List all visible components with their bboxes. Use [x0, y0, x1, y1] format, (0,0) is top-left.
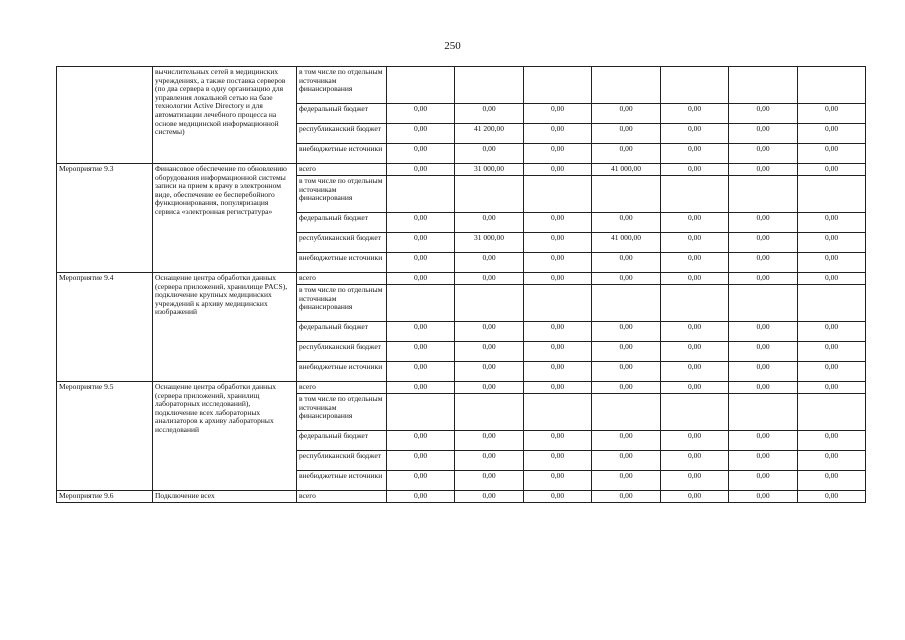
value-cell: 0,00: [387, 382, 455, 394]
value-cell: [387, 176, 455, 213]
value-cell: [798, 285, 866, 322]
event-cell: Мероприятие 9.5: [57, 382, 153, 491]
value-cell: 0,00: [524, 144, 592, 164]
value-cell: 0,00: [729, 213, 798, 233]
value-cell: 0,00: [387, 342, 455, 362]
table-row: [57, 491, 866, 503]
value-cell: 0,00: [592, 104, 661, 124]
value-cell: 41 000,00: [592, 233, 661, 253]
value-cell: 0,00: [729, 362, 798, 382]
value-cell: [524, 394, 592, 431]
value-cell: 0,00: [455, 431, 524, 451]
value-cell: 0,00: [661, 144, 729, 164]
budget-body: [57, 67, 866, 503]
value-cell: [455, 285, 524, 322]
funding-source-cell: в том числе по отдельным источникам финансирования: [297, 67, 387, 104]
value-cell: 0,00: [524, 124, 592, 144]
value-cell: [592, 394, 661, 431]
value-cell: 0,00: [524, 382, 592, 394]
value-cell: [661, 67, 729, 104]
value-cell: 0,00: [798, 233, 866, 253]
description-cell: Оснащение центра обработки данных (сервера приложений, хранилище PACS), подключение крупных медицинских учреждений к архиву медицинских изображений: [153, 273, 297, 382]
page-number: 250: [444, 40, 461, 52]
value-cell: 0,00: [798, 213, 866, 233]
value-cell: [729, 67, 798, 104]
value-cell: 0,00: [387, 491, 455, 503]
value-cell: 0,00: [661, 362, 729, 382]
funding-source-cell: в том числе по отдельным источникам финансирования: [297, 394, 387, 431]
value-cell: 0,00: [798, 253, 866, 273]
value-cell: 0,00: [798, 164, 866, 176]
value-cell: 0,00: [387, 213, 455, 233]
value-cell: [798, 394, 866, 431]
value-cell: 0,00: [798, 124, 866, 144]
table-row: [57, 164, 866, 176]
funding-source-cell: всего: [297, 164, 387, 176]
description-cell: Финансовое обеспечение по обновлению оборудования информационной системы записи на прием к врачу в электронном виде, обеспечение ее бесперебойного функционирования, популяризация сервиса «электронная регистратура»: [153, 164, 297, 273]
event-cell: Мероприятие 9.3: [57, 164, 153, 273]
value-cell: 0,00: [387, 144, 455, 164]
funding-source-cell: федеральный бюджет: [297, 213, 387, 233]
value-cell: 0,00: [661, 233, 729, 253]
funding-source-cell: в том числе по отдельным источникам финансирования: [297, 176, 387, 213]
value-cell: 0,00: [592, 322, 661, 342]
value-cell: 0,00: [661, 213, 729, 233]
value-cell: 0,00: [798, 471, 866, 491]
value-cell: 0,00: [798, 362, 866, 382]
value-cell: 0,00: [387, 164, 455, 176]
value-cell: [524, 176, 592, 213]
value-cell: 0,00: [592, 451, 661, 471]
value-cell: 0,00: [455, 322, 524, 342]
value-cell: 0,00: [661, 342, 729, 362]
funding-source-cell: всего: [297, 382, 387, 394]
value-cell: 0,00: [661, 253, 729, 273]
value-cell: 0,00: [729, 124, 798, 144]
value-cell: [524, 67, 592, 104]
value-cell: [455, 394, 524, 431]
value-cell: 0,00: [387, 431, 455, 451]
value-cell: [524, 285, 592, 322]
value-cell: 31 000,00: [455, 164, 524, 176]
value-cell: 0,00: [524, 451, 592, 471]
value-cell: 0,00: [387, 104, 455, 124]
value-cell: 0,00: [729, 322, 798, 342]
value-cell: [729, 285, 798, 322]
value-cell: 0,00: [592, 273, 661, 285]
value-cell: 0,00: [592, 362, 661, 382]
value-cell: 0,00: [524, 322, 592, 342]
value-cell: 0,00: [524, 362, 592, 382]
funding-source-cell: внебюджетные источники: [297, 144, 387, 164]
value-cell: 0,00: [455, 451, 524, 471]
value-cell: [387, 285, 455, 322]
funding-source-cell: всего: [297, 273, 387, 285]
value-cell: 0,00: [729, 144, 798, 164]
value-cell: 0,00: [729, 491, 798, 503]
value-cell: 0,00: [524, 491, 592, 503]
value-cell: 0,00: [798, 382, 866, 394]
description-cell: вычислительных сетей в медицинских учреждениях, а также поставка серверов (по два сервера в одну организацию для управления локальной сетью на базе технологии Active Directory и для автоматизации лечебного процесса на основе медицинской информационной системы): [153, 67, 297, 164]
description-cell: Подключение всех: [153, 491, 297, 503]
value-cell: [455, 176, 524, 213]
value-cell: 0,00: [592, 382, 661, 394]
value-cell: 0,00: [455, 273, 524, 285]
value-cell: [455, 67, 524, 104]
funding-source-cell: федеральный бюджет: [297, 322, 387, 342]
value-cell: [592, 176, 661, 213]
value-cell: 0,00: [455, 104, 524, 124]
value-cell: 0,00: [455, 213, 524, 233]
value-cell: 0,00: [798, 451, 866, 471]
value-cell: 0,00: [729, 253, 798, 273]
value-cell: 0,00: [729, 104, 798, 124]
value-cell: 0,00: [729, 273, 798, 285]
funding-source-cell: федеральный бюджет: [297, 431, 387, 451]
value-cell: 31 000,00: [455, 233, 524, 253]
funding-source-cell: республиканский бюджет: [297, 342, 387, 362]
value-cell: 0,00: [798, 144, 866, 164]
value-cell: [729, 394, 798, 431]
value-cell: 0,00: [661, 322, 729, 342]
value-cell: 0,00: [524, 342, 592, 362]
description-cell: Оснащение центра обработки данных (сервера приложений, хранилищ лабораторных исследований), подключение всех лабораторных анализаторов к архиву лабораторных исследований: [153, 382, 297, 491]
funding-source-cell: всего: [297, 491, 387, 503]
value-cell: 0,00: [524, 233, 592, 253]
value-cell: 0,00: [387, 273, 455, 285]
value-cell: 0,00: [798, 431, 866, 451]
funding-source-cell: республиканский бюджет: [297, 233, 387, 253]
value-cell: 0,00: [798, 491, 866, 503]
value-cell: 0,00: [661, 164, 729, 176]
value-cell: 0,00: [455, 471, 524, 491]
value-cell: 0,00: [455, 253, 524, 273]
value-cell: [387, 67, 455, 104]
value-cell: 0,00: [661, 382, 729, 394]
value-cell: 0,00: [524, 471, 592, 491]
funding-source-cell: в том числе по отдельным источникам финансирования: [297, 285, 387, 322]
value-cell: 0,00: [387, 471, 455, 491]
value-cell: 0,00: [661, 491, 729, 503]
value-cell: 0,00: [387, 362, 455, 382]
value-cell: 0,00: [387, 322, 455, 342]
value-cell: 0,00: [455, 362, 524, 382]
value-cell: 0,00: [455, 491, 524, 503]
value-cell: 41 000,00: [592, 164, 661, 176]
value-cell: 0,00: [387, 451, 455, 471]
value-cell: [661, 394, 729, 431]
value-cell: 0,00: [524, 104, 592, 124]
value-cell: 0,00: [455, 382, 524, 394]
table-row: [57, 273, 866, 285]
funding-source-cell: федеральный бюджет: [297, 104, 387, 124]
value-cell: 0,00: [524, 431, 592, 451]
value-cell: 0,00: [661, 273, 729, 285]
value-cell: [661, 176, 729, 213]
value-cell: 0,00: [387, 124, 455, 144]
value-cell: 0,00: [592, 491, 661, 503]
value-cell: 0,00: [592, 144, 661, 164]
value-cell: 0,00: [524, 273, 592, 285]
value-cell: 0,00: [592, 431, 661, 451]
value-cell: 0,00: [729, 342, 798, 362]
event-cell: [57, 67, 153, 164]
value-cell: 0,00: [592, 471, 661, 491]
value-cell: 0,00: [592, 342, 661, 362]
value-cell: 0,00: [798, 342, 866, 362]
event-cell: Мероприятие 9.4: [57, 273, 153, 382]
value-cell: 0,00: [387, 233, 455, 253]
table-row: [57, 67, 866, 104]
value-cell: 0,00: [798, 322, 866, 342]
value-cell: [798, 67, 866, 104]
table-row: [57, 382, 866, 394]
value-cell: 0,00: [592, 253, 661, 273]
funding-source-cell: внебюджетные источники: [297, 253, 387, 273]
budget-table: [56, 66, 866, 503]
value-cell: 0,00: [387, 253, 455, 273]
value-cell: 0,00: [661, 451, 729, 471]
value-cell: 0,00: [729, 471, 798, 491]
value-cell: 0,00: [455, 144, 524, 164]
value-cell: 0,00: [524, 164, 592, 176]
value-cell: 0,00: [661, 431, 729, 451]
value-cell: [592, 67, 661, 104]
event-cell: Мероприятие 9.6: [57, 491, 153, 503]
value-cell: [661, 285, 729, 322]
value-cell: 0,00: [524, 253, 592, 273]
value-cell: 0,00: [592, 213, 661, 233]
value-cell: 0,00: [661, 471, 729, 491]
value-cell: 0,00: [729, 382, 798, 394]
value-cell: 0,00: [455, 342, 524, 362]
value-cell: 0,00: [524, 213, 592, 233]
funding-source-cell: внебюджетные источники: [297, 471, 387, 491]
value-cell: 0,00: [798, 104, 866, 124]
funding-source-cell: республиканский бюджет: [297, 451, 387, 471]
value-cell: 0,00: [798, 273, 866, 285]
value-cell: 0,00: [729, 451, 798, 471]
value-cell: 0,00: [729, 164, 798, 176]
value-cell: 0,00: [661, 104, 729, 124]
value-cell: [387, 394, 455, 431]
value-cell: [592, 285, 661, 322]
value-cell: 0,00: [729, 431, 798, 451]
funding-source-cell: внебюджетные источники: [297, 362, 387, 382]
value-cell: 0,00: [592, 124, 661, 144]
funding-source-cell: республиканский бюджет: [297, 124, 387, 144]
value-cell: 41 200,00: [455, 124, 524, 144]
value-cell: [729, 176, 798, 213]
value-cell: 0,00: [661, 124, 729, 144]
value-cell: [798, 176, 866, 213]
value-cell: 0,00: [729, 233, 798, 253]
